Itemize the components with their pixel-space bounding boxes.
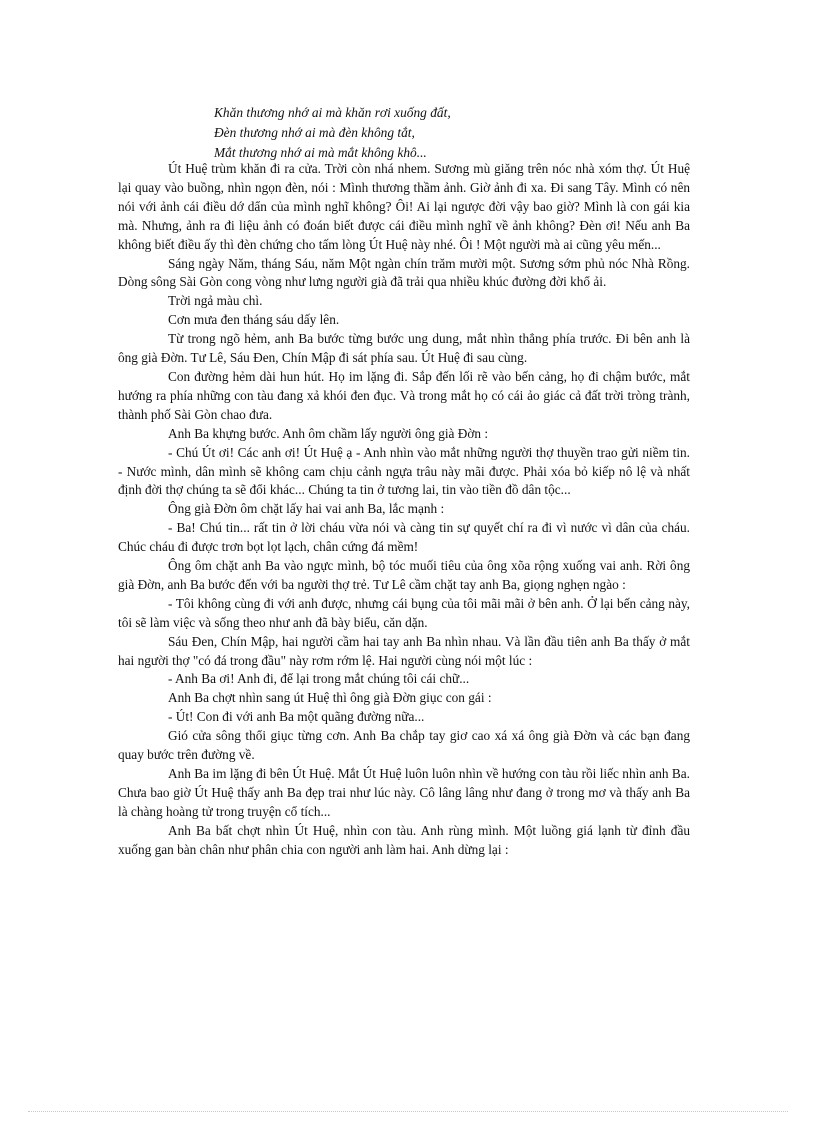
paragraph: Con đường hẻm dài hun hút. Họ im lặng đi. Sắp đến lối rẽ vào bến cảng, họ đi chậm bước, mắt hướng ra phía những con tàu đang xả khói đen đục. Và trong mắt họ có cái ảo giác cả đất trời tròng trành, thành phố Sài Gòn chao đưa.: [118, 368, 690, 422]
poem-line: Khăn thương nhớ ai mà khăn rơi xuống đất,: [214, 105, 451, 120]
paragraph: Ông ôm chặt anh Ba vào ngực mình, bộ tóc muối tiêu của ông xõa rộng xuống vai anh. Rời ông già Đờn, anh Ba bước đến với ba người thợ trẻ. Tư Lê cầm chặt tay anh Ba, giọng nghẹn ngào :: [118, 558, 690, 592]
paragraph: Anh Ba khựng bước. Anh ôm chầm lấy người ông già Đờn :: [168, 425, 489, 441]
paragraph: Anh Ba im lặng đi bên Út Huệ. Mắt Út Huệ luôn luôn nhìn về hướng con tàu rồi liếc nhìn anh Ba. Chưa bao giờ Út Huệ thấy anh Ba đẹp trai như lúc này. Cô lâng lâng như đang ở trong mơ và thấy anh Ba là chàng hoàng tử trong truyện cổ tích...: [118, 766, 690, 819]
paragraph: Út Huệ trùm khăn đi ra cửa. Trời còn nhá nhem. Sương mù giăng trên nóc nhà xóm thợ. Út Huệ lại quay vào buồng, nhìn ngọn đèn, nói : Mình thương thầm ảnh. Giờ ảnh đi xa. Đi sang Tây. Mình có nên nói với ảnh cái điều dớ dẩn của mình nghĩ không? Ôi! Ai lại ngược đời vậy bao giờ? Mình là con gái kia mà. Nhưng, ảnh ra đi liệu ảnh có đoán biết được cái điều mình nghĩ về ảnh không? Đèn ơi! Nếu anh Ba không biết điều ấy thì đèn chứng cho tấm lòng Út Huệ này nhé. Ôi ! Một người mà ai cũng yêu mến...: [118, 161, 690, 252]
poem-line: Đèn thương nhớ ai mà đèn không tắt,: [214, 125, 415, 140]
paragraph: Cơn mưa đen tháng sáu dấy lên.: [168, 312, 340, 328]
paragraph: Anh Ba chợt nhìn sang út Huệ thì ông già Đờn giục con gái :: [168, 690, 492, 706]
paragraph: - Ba! Chú tin... rất tin ở lời cháu vừa nói và càng tin sự quyết chí ra đi vì nước vì dân của cháu. Chúc cháu đi được trơn bọt lọt lạch, chân cứng đá mềm!: [118, 520, 690, 555]
paragraph: Sáng ngày Năm, tháng Sáu, năm Một ngàn chín trăm mười một. Sương sớm phủ nóc Nhà Rồng. Dòng sông Sài Gòn cong vòng như lưng người già đã trải qua nhiều khúc đường đời khổ ải.: [118, 255, 690, 290]
paragraph: Ông già Đờn ôm chặt lấy hai vai anh Ba, lắc mạnh :: [168, 501, 445, 517]
story-body: [118, 160, 690, 860]
paragraph: Anh Ba bất chợt nhìn Út Huệ, nhìn con tàu. Anh rùng mình. Một luồng giá lạnh từ đỉnh đầu xuống gan bàn chân như phân chia con người anh làm hai. Anh dừng lại :: [118, 822, 690, 857]
paragraph: - Anh Ba ơi! Anh đi, để lại trong mắt chúng tôi cái chữ...: [168, 671, 470, 687]
paragraph: Sáu Đen, Chín Mập, hai người cầm hai tay anh Ba nhìn nhau. Và lần đầu tiên anh Ba thấy ở mắt hai người thợ "có đá trong đầu" này rơm rớm lệ. Hai người cùng nói một lúc :: [118, 633, 690, 668]
paragraph: Từ trong ngõ hẻm, anh Ba bước từng bước ung dung, mắt nhìn thẳng phía trước. Đi bên anh là ông già Đờn. Tư Lê, Sáu Đen, Chín Mập đi sát phía sau. Út Huệ đi sau cùng.: [118, 331, 690, 366]
paragraph: - Út! Con đi với anh Ba một quãng đường nữa...: [168, 709, 425, 725]
paragraph: Trời ngả màu chì.: [168, 293, 263, 309]
poem-line: Mắt thương nhớ ai mà mắt không khô...: [214, 145, 427, 160]
paragraph: Gió cửa sông thổi giục từng cơn. Anh Ba chắp tay giơ cao xá xá ông già Đờn và các bạn đang quay bước trên đường về.: [118, 728, 690, 763]
paragraph: - Chú Út ơi! Các anh ơi! Út Huệ ạ - Anh nhìn vào mắt những người thợ thuyền trao gửi niềm tin. - Nước mình, dân mình sẽ không cam chịu cảnh ngựa trâu này mãi được. Phải xóa bỏ kiếp nô lệ và nhất định đời thợ chúng ta sẽ đổi khác... Chúng ta tin ở tương lai, tin vào tiền đồ dân tộc...: [118, 444, 690, 498]
paragraph: - Tôi không cùng đi với anh được, nhưng cái bụng của tôi mãi mãi ở bên anh. Ở lại bến cảng này, tôi sẽ làm việc và sống theo như anh đã bày biểu, căn dặn.: [118, 595, 690, 630]
poem-stanza: [214, 103, 634, 163]
page-bottom-divider: [28, 1111, 788, 1112]
